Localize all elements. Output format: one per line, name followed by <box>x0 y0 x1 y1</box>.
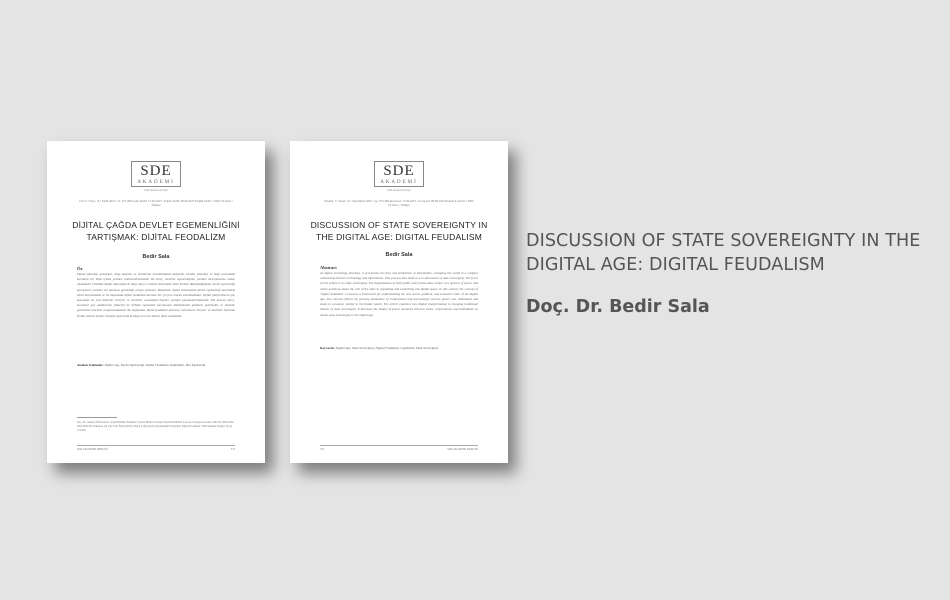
article-headline: DISCUSSION OF STATE SOVEREIGNTY IN THE DIGITAL AGE: DIGITAL FEUDALISM <box>526 231 921 275</box>
document-page-english <box>290 141 508 463</box>
journal-logo <box>47 161 265 192</box>
article-author: Bedir Sala <box>385 252 413 258</box>
journal-logo <box>290 161 508 192</box>
keywords-line <box>77 363 235 368</box>
article-meta: Cilt: 5 • Sayı: 14 • Eylül 2025 • ss. 373-399 Geliş Tarihi: 17.06.2025 • Kabul Tarihi: 08.09.2025 Erişim Tarihi: • DOI: 10.3xxx • Türkiye <box>79 199 233 207</box>
logo-main-text: SDE <box>140 163 172 179</box>
article-title: DİJİTAL ÇAĞDA DEVLET EGEMENLİĞİNİ TARTIŞMAK: DİJİTAL FEODALİZM <box>72 220 240 242</box>
keywords-text: Digital Age, State Sovereignty, Digital Feudalism, Capitalism, Data Sovereignty. <box>335 346 439 350</box>
footer-journal: SDE AKADEMİ DERGİSİ <box>77 448 108 451</box>
abstract-heading: Abstract <box>320 265 337 270</box>
page-number: 374 <box>320 448 325 451</box>
keywords-label: Anahtar Kelimeler: <box>77 363 104 367</box>
footnote: Doç. Dr., Sakarya Üniversitesi, Sosyal Bilimler Fakültesi, Siyaset Bilimi ve Kamu Yönetimi Bölümü. E-posta: bsala@xxxx.edu.tr ORCID: 0000-0000-0000-0000. Bu makaleye atıf için: Sala, Bedir (2025). Dijital Çağda Devlet Egemenliğini Tartışmak: Dijital Feodalizm. SDE Akademi Dergisi, 5(14), 373-399. <box>77 421 235 432</box>
logo-sub-text: AKADEMİ <box>137 180 175 185</box>
page-footer <box>320 445 478 451</box>
keywords-label: Keywords: <box>320 346 335 350</box>
footnote-divider <box>77 417 117 418</box>
abstract-body: As digital technology develops, it accelerates the flow and production of information, reshaping the world in a complex relationship between technology and information. This process also leads to a re-discussion of state sovereignty. The focus of this article is on state sovereignty. The digitalization of both public and private data creates new spheres of power and raises questions about the role of the state in regulating and controlling this digital space. In this context, the concept of "digital feudalism" is used as a framework for understanding the new social, political, and economic order of the digital age. The concept reflects the growing dominance of corporations that increasingly exercise power over individuals and states in a manner similar to the feudal system. The article examines how digital transformation is changing traditional notions of state sovereignty. It discusses the impact of power dynamics between states, corporations, and individuals on nation-state sovereignty in the digital age. <box>320 271 478 317</box>
logo-tagline: SDE Akademi Dergisi <box>387 189 411 192</box>
article-author: Bedir Sala <box>142 254 170 260</box>
logo-sub-text: AKADEMİ <box>380 180 418 185</box>
author-byline: Doç. Dr. Bedir Sala <box>526 297 710 317</box>
keywords-text: Dijital Çağ, Devlet Egemenliği, Dijital Feodalizm, Kapitalizm, Yeni Egemenlik. <box>104 363 206 367</box>
page-footer <box>77 445 235 451</box>
logo-main-text: SDE <box>383 163 415 179</box>
document-page-turkish <box>47 141 265 463</box>
footer-journal: SDE AKADEMİ DERGİSİ <box>447 448 478 451</box>
page-number: 373 <box>230 448 235 451</box>
logo-tagline: SDE Akademi Dergisi <box>144 189 168 192</box>
abstract-heading: Öz <box>77 266 83 271</box>
abstract-body: Dijital teknoloji gelişirken, bilgi akışının ve üretiminin örüntüsündeki değişimle birlikte teknoloji ve bilgi arasındaki karmaşık bir ilişki içinde yeniden şekillendirmektedir. Bu süreç, devletin egemenliğinin yeniden tartışılmasına neden olmaktadır. Özellikle dijital teknolojilerin bilgi, akış ve üretimi üzerindeki etkisi birlikte düşünüldüğünde, devlet egemenliği kavramının yeniden ele alınması gerekliliği ortaya çıkmıştır. Makalede, dijital teknolojinin devlet egemenliği üzerindeki etkisi tartışılmakta ve bu kapsamda dijital feodalizm kavramı bir çerçeve olarak sunulmaktadır. Dijital platformların güç kazandığı bu yeni düzende, bireyler ve devletler arasındaki ilişkiler yeniden yapılandırılmaktadır. Söz konusu süreç, kurumsal güç odaklarının yükselişi ile birlikte egemenlik kavramının dönüşümünü gündeme getirmekte ve devletin geleneksel otoritesi sorgulanmaktadır. Bu bağlamda, dijital feodalizm kavramı, kurumların bireyler ve devletler üzerinde feodal sisteme benzer biçimde egemenlik kurduğu yeni bir düzeni ifade etmektedir. <box>77 272 235 318</box>
keywords-line <box>320 346 478 351</box>
article-meta: Volume: 5 • Issue: 14 • September 2025 • pp. 373-399 Received: 17.06.2025 • Accepted: 08.09.2025 Research Article • DOI: 10.3xxx • Türkiye <box>323 199 474 207</box>
article-title: DISCUSSION OF STATE SOVEREIGNTY IN THE DIGITAL AGE: DIGITAL FEUDALISM <box>310 220 488 242</box>
